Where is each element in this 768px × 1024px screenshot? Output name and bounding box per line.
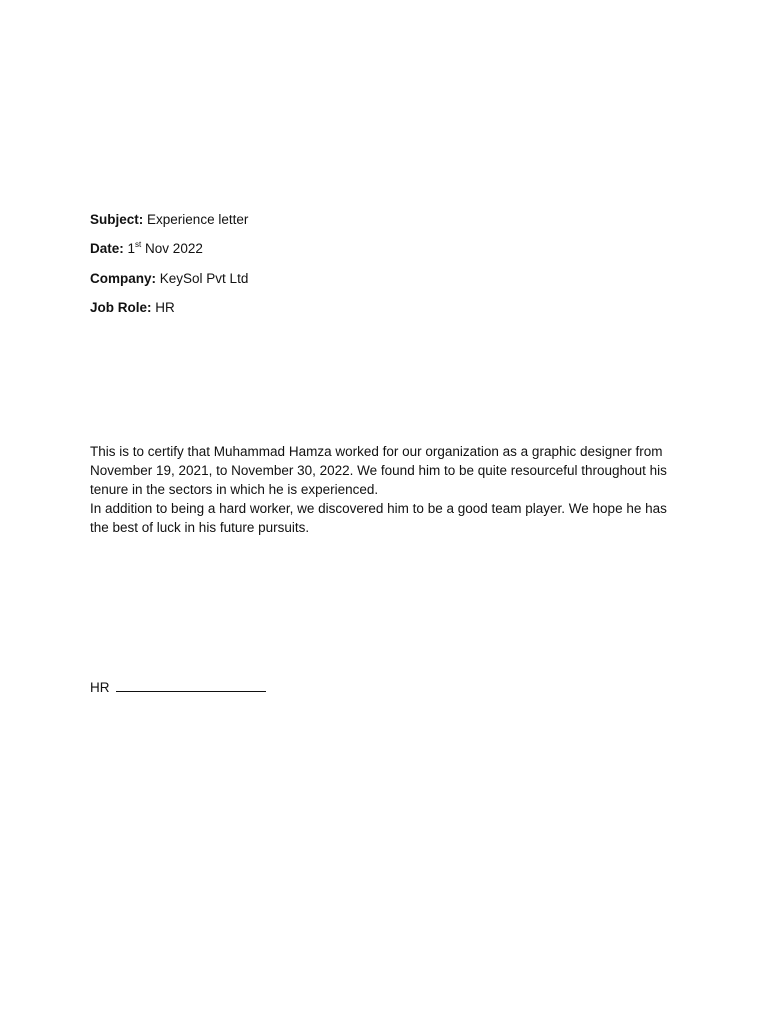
date-label: Date: (90, 241, 124, 256)
company-line (90, 270, 248, 288)
job-role-label: Job Role: (90, 300, 152, 315)
signature-line (116, 678, 266, 692)
subject-line (90, 211, 248, 229)
body-paragraph-2: In addition to being a hard worker, we discovered him to be a good team player. We hope he has the best of luck in his future pursuits. (90, 501, 667, 535)
date-day: 1 (127, 241, 136, 256)
subject-value: Experience letter (147, 212, 249, 227)
job-role-value: HR (155, 300, 175, 315)
date-line (90, 240, 203, 258)
company-label: Company: (90, 271, 157, 286)
signature-label: HR (90, 680, 110, 695)
job-role-line (90, 299, 175, 317)
letter-body (90, 442, 680, 537)
date-ordinal-suffix: st (135, 239, 142, 249)
signature-block (90, 678, 266, 697)
date-rest: Nov 2022 (145, 241, 203, 256)
body-paragraph-1: This is to certify that Muhammad Hamza worked for our organization as a graphic designer from November 19, 2021, to November 30, 2022. We found him to be quite resourceful throughout his tenure in the sectors in which he is experienced. (90, 444, 667, 497)
company-value: KeySol Pvt Ltd (159, 271, 249, 286)
subject-label: Subject: (90, 212, 144, 227)
